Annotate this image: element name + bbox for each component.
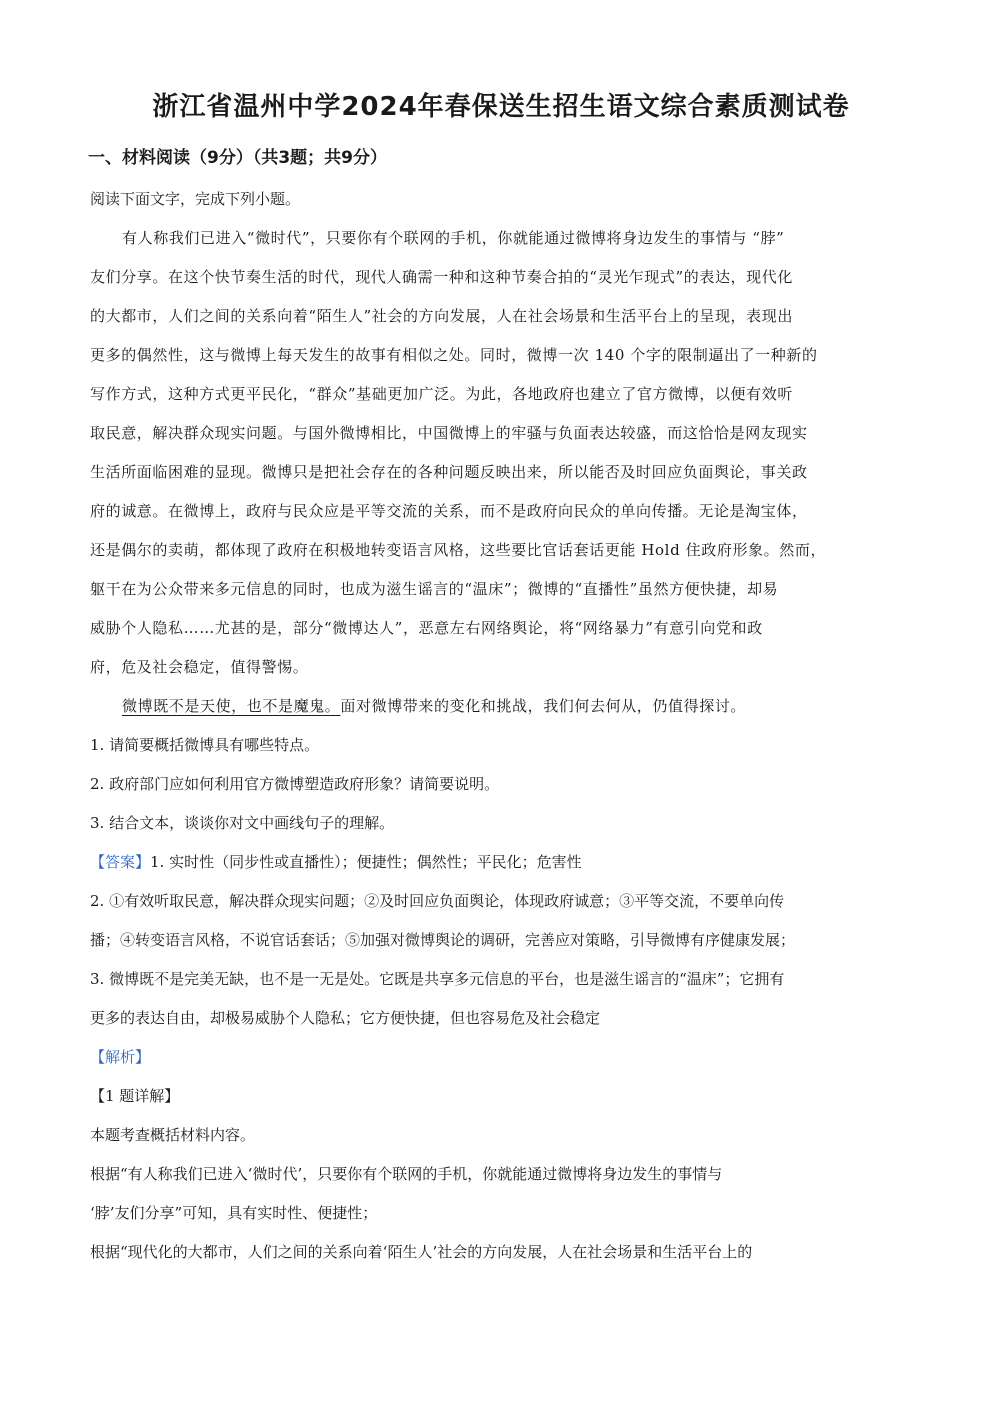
answer-line: 2. ①有效听取民意，解决群众现实问题；②及时回应负面舆论，体现政府诚意；③平等交流，不要单向传 xyxy=(90,892,785,910)
passage-line: 友们分享。在这个快节奏生活的时代，现代人确需一种和这种节奏合拍的“灵光乍现式”的表达，现代化 xyxy=(90,268,793,286)
analysis-line: ‘脖’友们分享”可知，具有实时性、便捷性； xyxy=(90,1204,378,1222)
passage-line: 府的诚意。在微博上，政府与民众应是平等交流的关系，而不是政府向民众的单向传播。无论是淘宝体， xyxy=(90,502,808,520)
analysis-subheading: 【1 题详解】 xyxy=(90,1087,180,1105)
answer-line xyxy=(90,843,912,882)
answer-line: 更多的表达自由，却极易威胁个人隐私；它方便快捷，但也容易危及社会稳定 xyxy=(90,1009,601,1027)
answer-tag: 【答案】 xyxy=(90,853,151,871)
passage-line: 躯干在为公众带来多元信息的同时，也成为滋生谣言的“温床”；微博的“直播性”虽然方便快捷，却易 xyxy=(90,580,779,598)
answer-text: 1. 实时性（同步性或直播性）；便捷性；偶然性；平民化；危害性 xyxy=(150,853,582,871)
analysis-line: 根据“有人称我们已进入‘微时代’，只要你有个联网的手机，你就能通过微博将身边发生的事情与 xyxy=(90,1165,723,1183)
passage-line: 府，危及社会稳定，值得警惕。 xyxy=(90,658,309,676)
question-item: 1. 请简要概括微博具有哪些特点。 xyxy=(90,736,320,754)
passage-line: 威胁个人隐私……尤甚的是，部分“微博达人”，恶意左右网络舆论，将“网络暴力”有意引向党和政 xyxy=(90,619,763,637)
section-heading: 一、材料阅读（9分）（共3题；共9分） xyxy=(88,148,387,168)
question-list xyxy=(90,726,912,843)
passage-line: 取民意，解决群众现实问题。与国外微博相比，中国微博上的牢骚与负面表达较盛，而这恰恰是网友现实 xyxy=(90,424,808,442)
passage-line: 还是偶尔的卖萌，都体现了政府在积极地转变语言风格，这些要比官话套话更能 Hold 住政府形象。然而， xyxy=(90,541,827,559)
analysis-line: 根据“现代化的大都市，人们之间的关系向着‘陌生人’社会的方向发展，人在社会场景和生活平台上的 xyxy=(90,1243,753,1261)
passage-line: 有人称我们已进入“微时代”，只要你有个联网的手机，你就能通过微博将身边发生的事情与 “脖” xyxy=(122,229,785,247)
answer-line: 3. 微博既不是完美无缺，也不是一无是处。它既是共享多元信息的平台，也是滋生谣言的“温床”；它拥有 xyxy=(90,970,785,988)
analysis-line: 本题考查概括材料内容。 xyxy=(90,1126,256,1144)
analysis-tag: 【解析】 xyxy=(90,1048,151,1066)
question-item: 3. 结合文本，谈谈你对文中画线句子的理解。 xyxy=(90,814,395,832)
underlined-sentence: 微博既不是天使，也不是魔鬼。 xyxy=(122,697,341,715)
reading-instruction: 阅读下面文字，完成下列小题。 xyxy=(90,190,301,208)
answer-block xyxy=(90,843,912,1038)
page-title: 浙江省温州中学2024年春保送生招生语文综合素质测试卷 xyxy=(152,92,850,122)
passage-line: 写作方式，这种方式更平民化，“群众”基础更加广泛。为此，各地政府也建立了官方微博，以便有效听 xyxy=(90,385,793,403)
question-item: 2. 政府部门应如何利用官方微博塑造政府形象？请简要说明。 xyxy=(90,775,500,793)
closing-text: 面对微博带来的变化和挑战，我们何去何从，仍值得探讨。 xyxy=(340,697,747,715)
answer-line: 播；④转变语言风格，不说官话套话；⑤加强对微博舆论的调研，完善应对策略，引导微博有序健康发展； xyxy=(90,931,796,949)
reading-passage xyxy=(90,219,912,726)
passage-line: 的大都市，人们之间的关系向着“陌生人”社会的方向发展，人在社会场景和生活平台上的呈现，表现出 xyxy=(90,307,793,325)
passage-closing xyxy=(90,687,912,726)
passage-line: 生活所面临困难的显现。微博只是把社会存在的各种问题反映出来，所以能否及时回应负面舆论，事关政 xyxy=(90,463,808,481)
passage-line: 更多的偶然性，这与微博上每天发生的故事有相似之处。同时，微博一次 140 个字的限制逼出了一种新的 xyxy=(90,346,818,364)
analysis-block xyxy=(90,1038,912,1272)
